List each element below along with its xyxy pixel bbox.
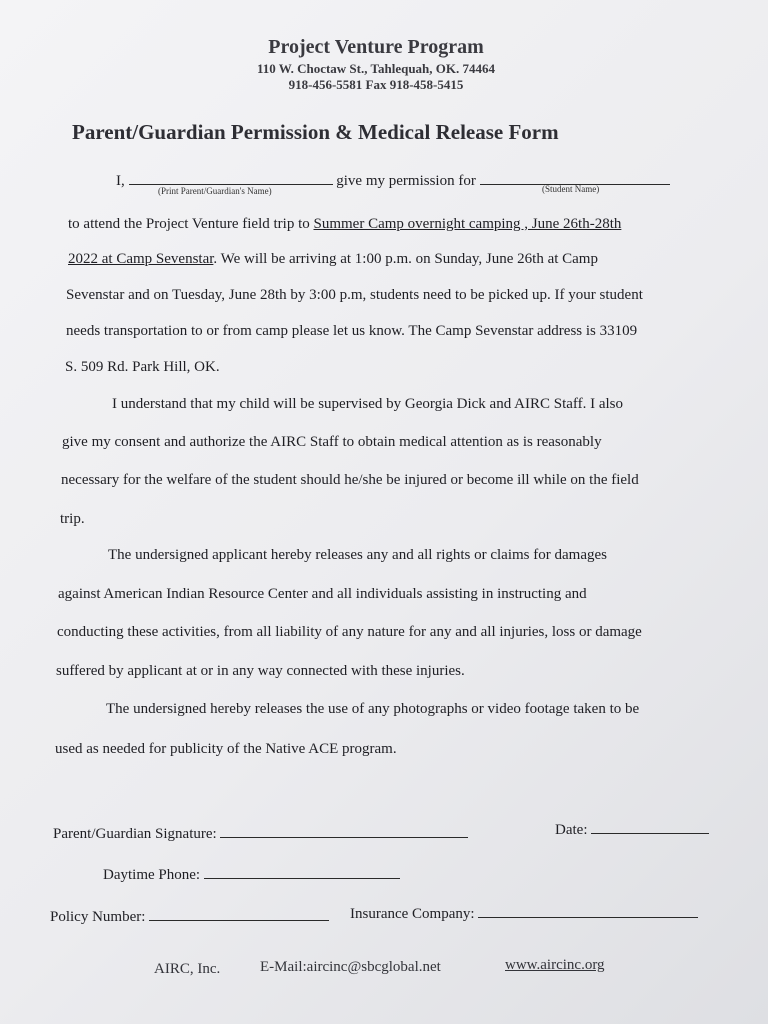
paragraph3-line1: The undersigned applicant hereby releases any and all rights or claims for damages — [108, 547, 607, 563]
paragraph2-line3: necessary for the welfare of the student should he/she be injured or become ill while on the field — [61, 472, 639, 488]
trip-name: Summer Camp overnight camping , June 26th-28th — [313, 216, 622, 232]
paragraph2-line4: trip. — [60, 511, 85, 527]
date-label: Date: — [555, 822, 588, 838]
phone-field[interactable] — [204, 864, 400, 879]
footer-email[interactable]: E-Mail:aircinc@sbcglobal.net — [260, 959, 441, 975]
policy-label: Policy Number: — [50, 909, 146, 925]
phone-row — [103, 864, 400, 884]
org-name: Project Venture Program — [268, 36, 484, 58]
paragraph3-line2: against American Indian Resource Center and all individuals assisting in instructing and — [58, 586, 587, 602]
trip-intro-text: to attend the Project Venture field trip to — [68, 216, 314, 232]
policy-row — [50, 906, 329, 926]
arrival-text: . We will be arriving at 1:00 p.m. on Sunday, June 26th at Camp — [213, 251, 598, 267]
paragraph3-line3: conducting these activities, from all liability of any nature for any and all injuries, loss or damage — [57, 624, 642, 640]
phone-label: Daytime Phone: — [103, 867, 201, 883]
paragraph1-line1 — [68, 216, 621, 233]
insurance-row — [350, 903, 698, 923]
org-phone-fax: 918-456-5581 Fax 918-458-5415 — [288, 77, 464, 92]
paragraph4-line2: used as needed for publicity of the Native ACE program. — [55, 741, 397, 757]
signature-row — [53, 823, 468, 843]
footer-website-link[interactable]: www.aircinc.org — [505, 957, 605, 973]
student-name-caption: (Student Name) — [542, 184, 600, 194]
date-row — [555, 819, 709, 839]
signature-field[interactable] — [220, 823, 468, 838]
org-address: 110 W. Choctaw St., Tahlequah, OK. 74464 — [256, 61, 496, 76]
parent-name-caption: (Print Parent/Guardian's Name) — [158, 186, 272, 196]
parent-name-field[interactable] — [129, 170, 333, 185]
date-field[interactable] — [591, 819, 709, 834]
i-label: I, — [116, 173, 125, 189]
trip-location: 2022 at Camp Sevenstar — [68, 251, 214, 267]
insurance-company-field[interactable] — [478, 903, 698, 918]
give-permission-text: give my permission for — [336, 173, 476, 189]
paragraph1-line2 — [68, 251, 598, 268]
paragraph2-line2: give my consent and authorize the AIRC Staff to obtain medical attention as is reasonably — [62, 434, 602, 450]
paragraph1-line5: S. 509 Rd. Park Hill, OK. — [65, 359, 220, 375]
student-name-field[interactable] — [480, 170, 670, 185]
paragraph3-line4: suffered by applicant at or in any way connected with these injuries. — [56, 663, 465, 679]
insurance-label: Insurance Company: — [350, 906, 475, 922]
paragraph1-line4: needs transportation to or from camp please let us know. The Camp Sevenstar address is 33109 — [66, 323, 638, 339]
paragraph2-line1: I understand that my child will be supervised by Georgia Dick and AIRC Staff. I also — [112, 396, 624, 412]
form-title: Parent/Guardian Permission & Medical Release Form — [72, 120, 559, 144]
footer-org: AIRC, Inc. — [154, 961, 221, 977]
paragraph1-line3: Sevenstar and on Tuesday, June 28th by 3:00 p.m, students need to be picked up. If your student — [66, 287, 643, 303]
paragraph4-line1: The undersigned hereby releases the use of any photographs or video footage taken to be — [106, 701, 640, 717]
signature-label: Parent/Guardian Signature: — [53, 826, 217, 842]
policy-number-field[interactable] — [149, 906, 329, 921]
